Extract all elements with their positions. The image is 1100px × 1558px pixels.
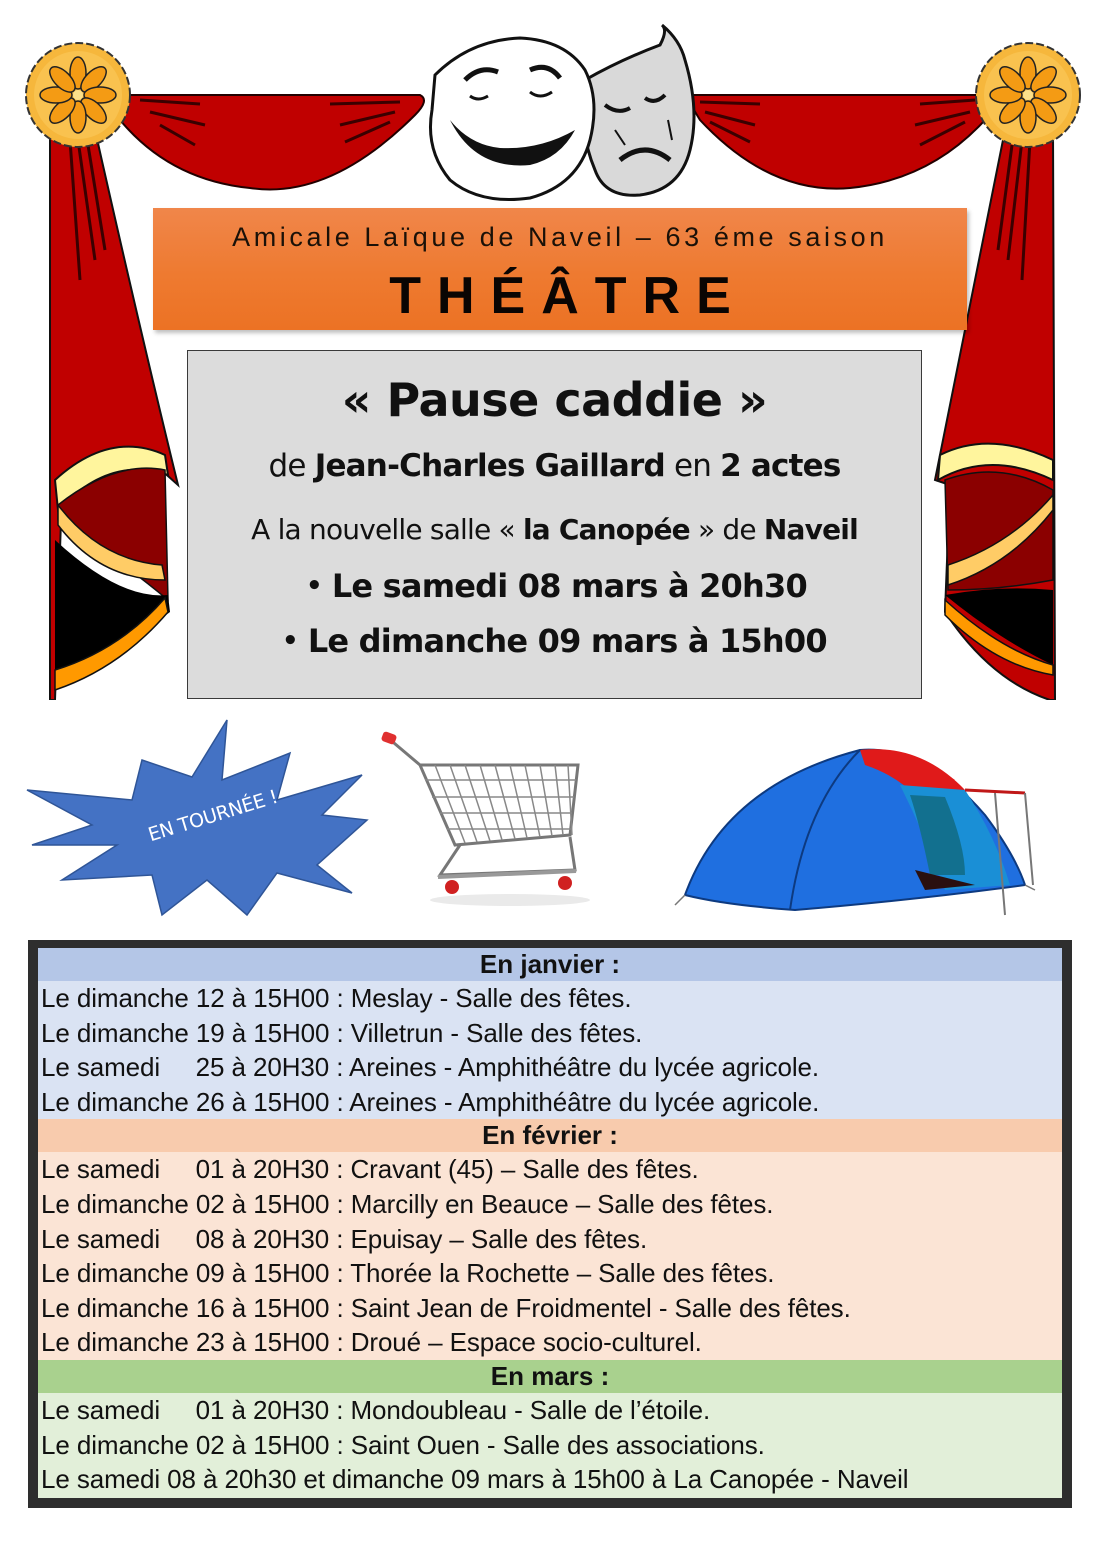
- on-tour-label: EN TOURNÉE !: [145, 785, 281, 847]
- curtain-rosette-icon: [976, 43, 1080, 147]
- acts-count: 2 actes: [720, 448, 841, 484]
- schedule-row: Le dimanche 26 à 15H00 : Areines - Amphithéâtre du lycée agricole.: [38, 1085, 1062, 1120]
- schedule-row: Le samedi 08 à 20h30 et dimanche 09 mars à 15h00 à La Canopée - Naveil: [38, 1462, 1062, 1498]
- venue-prefix: A la nouvelle salle «: [251, 513, 523, 546]
- page-title: THÉÂTRE: [389, 267, 747, 325]
- author-prefix: de: [268, 448, 315, 484]
- schedule-row: Le samedi 25 à 20H30 : Areines - Amphithéâtre du lycée agricole.: [38, 1050, 1062, 1085]
- schedule-row: Le dimanche 12 à 15H00 : Meslay - Salle des fêtes.: [38, 981, 1062, 1016]
- schedule-section-february: [38, 1119, 1062, 1360]
- schedule-section-january: [38, 948, 1062, 1119]
- bullet-icon: •: [282, 626, 298, 656]
- schedule-row: Le dimanche 02 à 15H00 : Saint Ouen - Salle des associations.: [38, 1428, 1062, 1463]
- organization-season: Amicale Laïque de Naveil – 63 éme saison: [232, 222, 888, 252]
- schedule-row: Le dimanche 02 à 15H00 : Marcilly en Beauce – Salle des fêtes.: [38, 1187, 1062, 1222]
- performance-date-2: [282, 622, 827, 660]
- schedule-section-march: [38, 1360, 1062, 1498]
- curtain-rosette-icon: [26, 43, 130, 147]
- venue-name: la Canopée: [522, 513, 690, 546]
- bullet-icon: •: [306, 571, 322, 601]
- tent-icon: [665, 725, 1065, 925]
- date-text: Le dimanche 09 mars à 15h00: [307, 622, 827, 660]
- month-header: En février :: [38, 1119, 1062, 1152]
- title-banner: [153, 208, 967, 330]
- tour-schedule-table: [28, 940, 1072, 1508]
- venue-mid: » de: [689, 513, 764, 546]
- performance-date-1: [306, 567, 807, 605]
- schedule-row: Le dimanche 09 à 15H00 : Thorée la Rochette – Salle des fêtes.: [38, 1256, 1062, 1291]
- venue-town: Naveil: [763, 513, 858, 546]
- schedule-row: Le dimanche 19 à 15H00 : Villetrun - Salle des fêtes.: [38, 1016, 1062, 1051]
- schedule-row: Le dimanche 16 à 15H00 : Saint Jean de Froidmentel - Salle des fêtes.: [38, 1291, 1062, 1326]
- play-author-line: [188, 448, 921, 484]
- curtain-swag-left: [120, 95, 424, 189]
- play-info-box: [187, 350, 922, 699]
- schedule-row: Le dimanche 23 à 15H00 : Droué – Espace socio-culturel.: [38, 1325, 1062, 1360]
- author-name: Jean-Charles Gaillard: [314, 448, 665, 484]
- schedule-row: Le samedi 01 à 20H30 : Mondoubleau - Salle de l’étoile.: [38, 1393, 1062, 1428]
- schedule-row: Le samedi 01 à 20H30 : Cravant (45) – Salle des fêtes.: [38, 1152, 1062, 1187]
- theatre-masks-icon: [430, 25, 694, 200]
- acts-prefix: en: [664, 448, 721, 484]
- curtain-swag-right: [685, 95, 985, 189]
- date-text: Le samedi 08 mars à 20h30: [331, 567, 807, 605]
- schedule-row: Le samedi 08 à 20H30 : Epuisay – Salle des fêtes.: [38, 1222, 1062, 1257]
- month-header: En janvier :: [38, 948, 1062, 981]
- month-header: En mars :: [38, 1360, 1062, 1393]
- venue-line: [188, 513, 921, 546]
- play-title: « Pause caddie »: [341, 373, 768, 427]
- shopping-cart-icon: [380, 725, 595, 910]
